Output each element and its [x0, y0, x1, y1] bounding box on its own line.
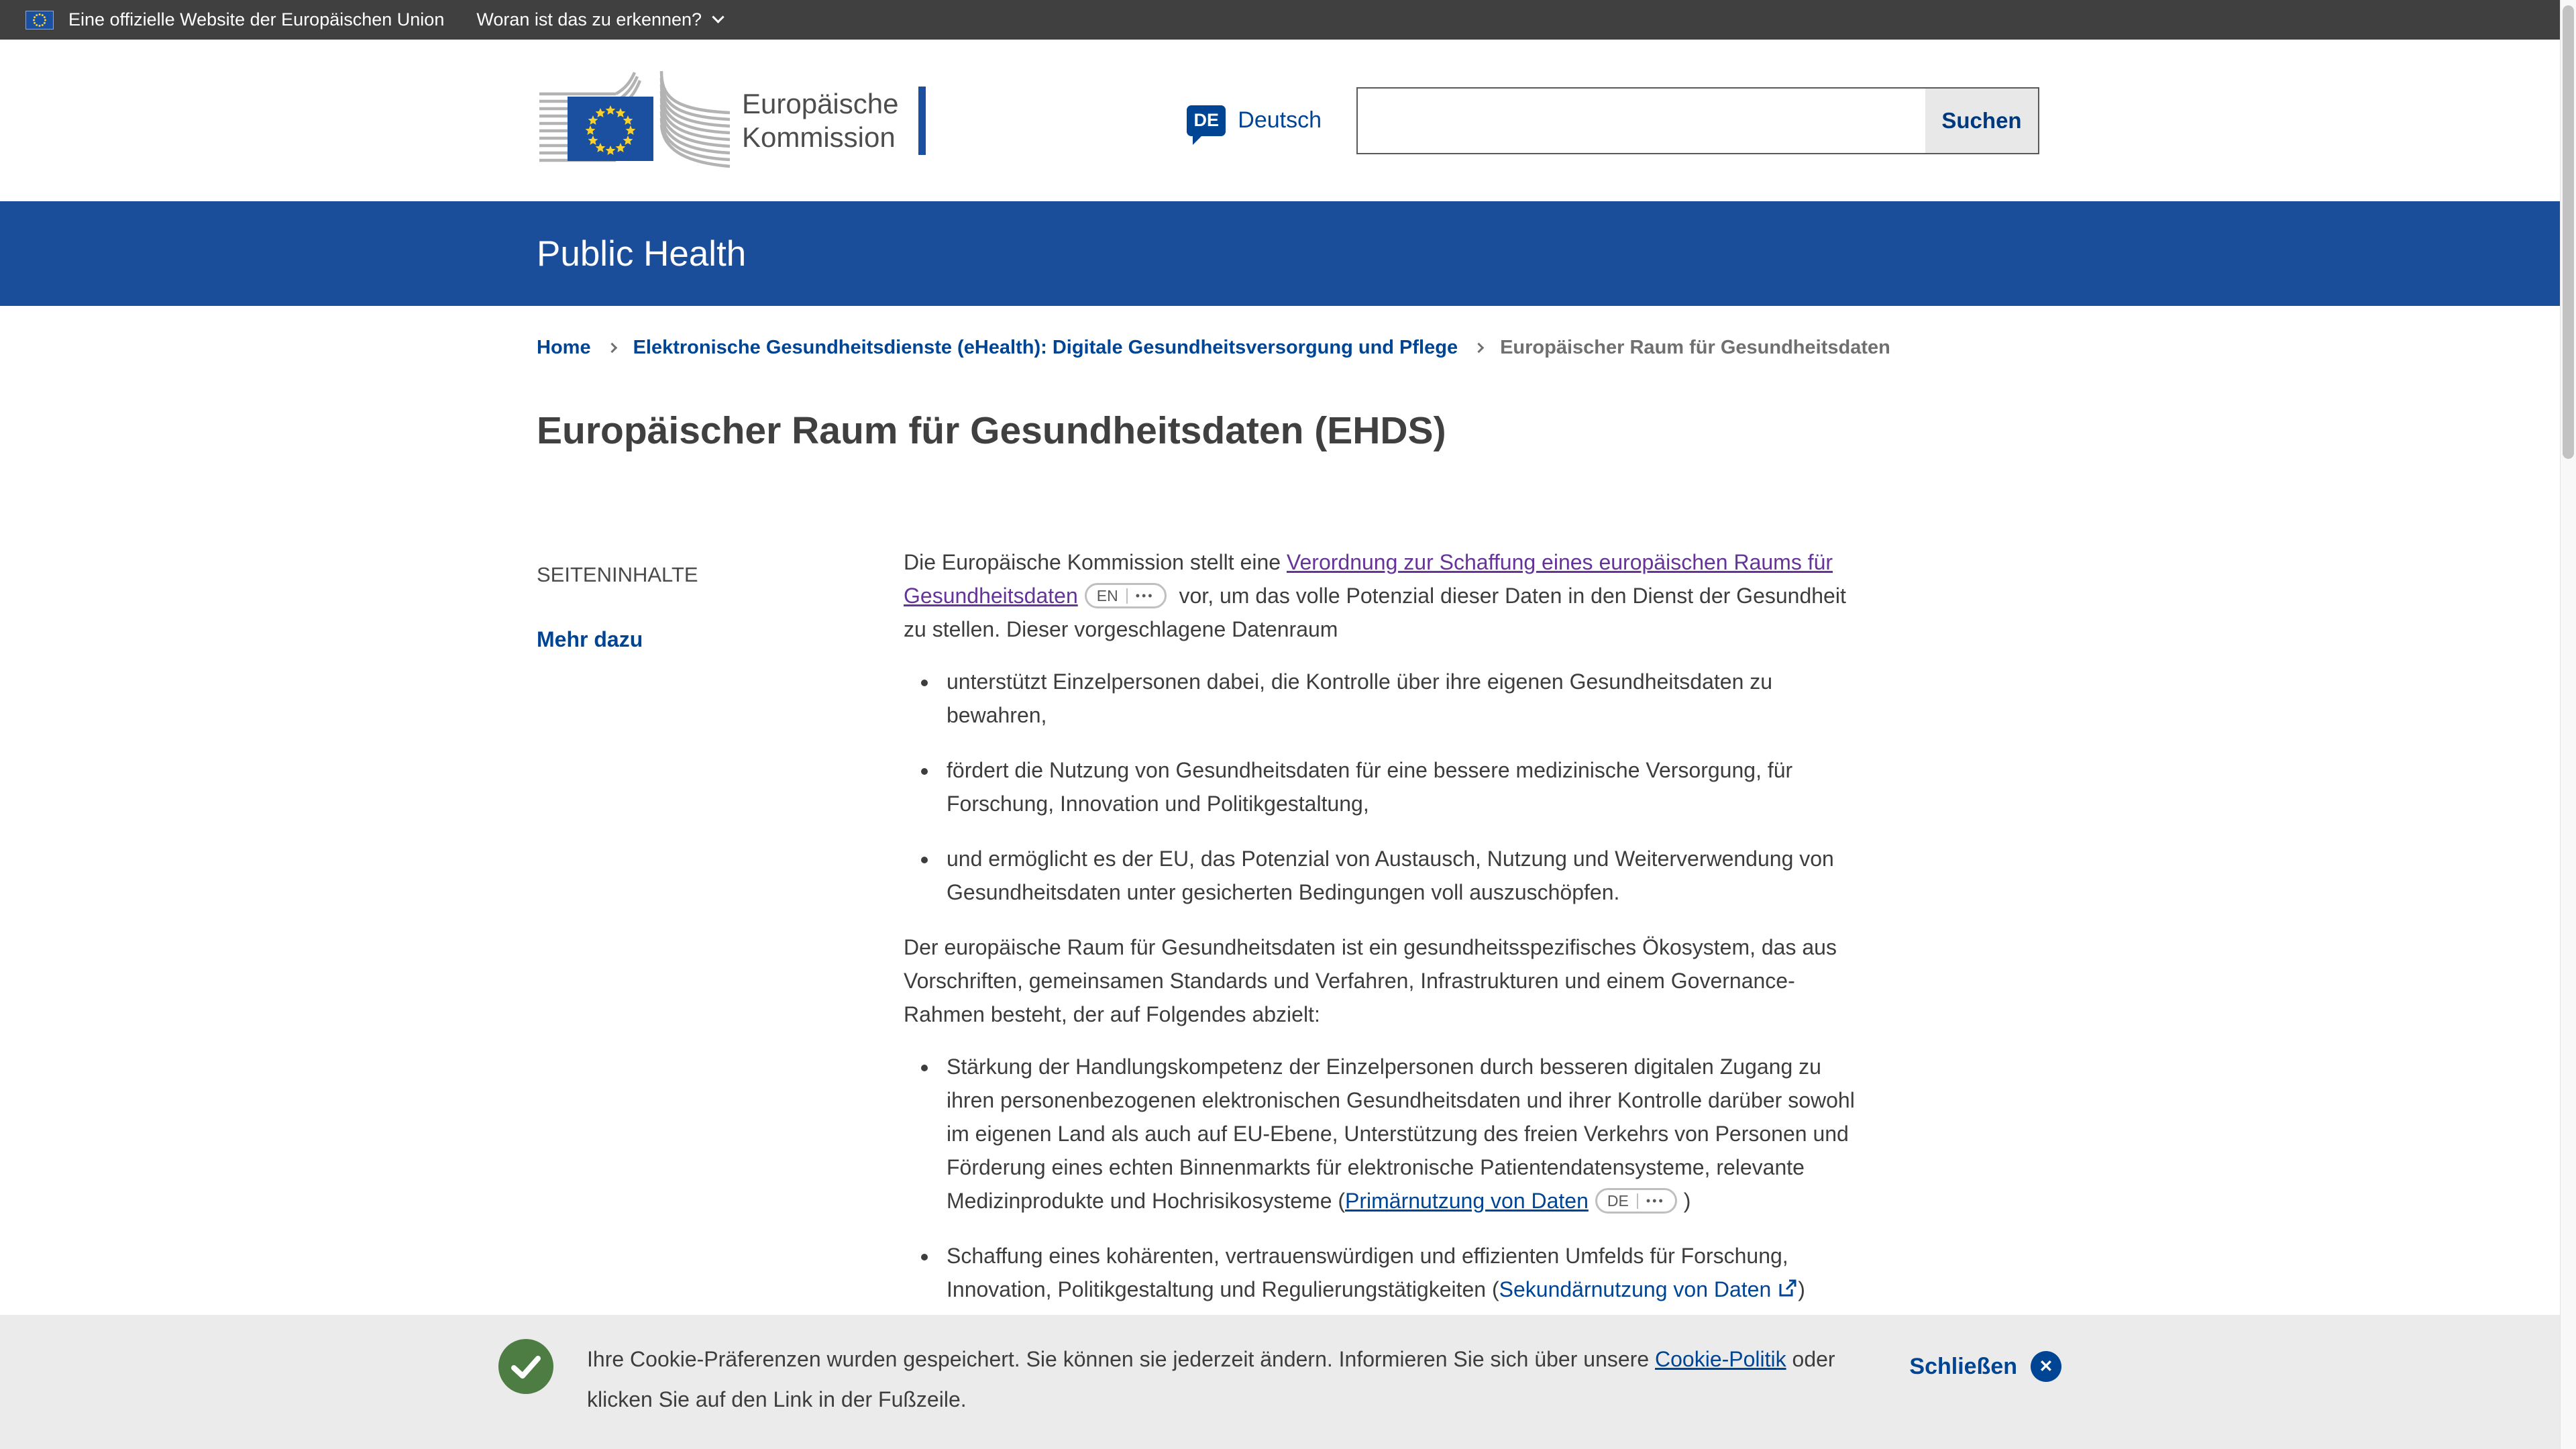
primary-use-link[interactable]: Primärnutzung von Daten [1345, 1189, 1589, 1213]
site-header [0, 40, 2576, 201]
cookie-policy-link[interactable]: Cookie-Politik [1655, 1347, 1786, 1371]
ec-logo-blue-bar [918, 87, 926, 155]
article-content [904, 545, 1865, 1329]
government-bar [0, 0, 2576, 40]
scrollbar-thumb[interactable] [2563, 5, 2574, 459]
external-link-icon [1778, 1274, 1798, 1307]
list-item [938, 1050, 1865, 1218]
chevron-right-icon [1474, 343, 1485, 354]
ec-logo-mark [537, 68, 731, 172]
ec-logo[interactable] [537, 68, 926, 172]
close-icon: ✕ [2031, 1351, 2061, 1382]
main-area [537, 545, 2039, 1329]
cookie-message [587, 1339, 1848, 1419]
goals-list [904, 1050, 1865, 1307]
cookie-message-text: Ihre Cookie-Präferenzen wurden gespeichert. Sie können sie jederzeit ändern. Informieren Sie sich über unsere [587, 1347, 1655, 1371]
list-item: • unterstützt Einzelpersonen dabei, die Kontrolle über ihre eigenen Gesundheitsdaten zu bewahren, [938, 665, 1865, 732]
breadcrumb-ehealth[interactable]: Elektronische Gesundheitsdienste (eHealth): Digitale Gesundheitsversorgung und Pflege [633, 337, 1458, 358]
cookie-close-label: Schließen [1909, 1353, 2017, 1379]
sidebar-heading: SEITENINHALTE [537, 563, 698, 586]
more-languages-icon: ••• [1135, 589, 1155, 602]
chevron-down-icon [712, 11, 724, 23]
list-item: • und ermöglicht es der EU, das Potenzial von Austausch, Nutzung und Weiterverwendung von Gesundheitsdaten unter gesicherten Bedingungen voll auszuschöpfen. [938, 842, 1865, 909]
badge-divider [1126, 588, 1128, 604]
sidebar-item-mehr-dazu[interactable]: Mehr dazu [537, 627, 643, 651]
regulation-link[interactable]: Verordnung zur Schaffung eines europäischen Raums für Gesundheitsdaten [904, 550, 1833, 608]
intro-paragraph [904, 545, 1865, 646]
badge-divider [1637, 1193, 1638, 1209]
secondary-use-link[interactable] [1499, 1277, 1799, 1301]
badge-language-code: EN [1096, 587, 1118, 604]
breadcrumb-home[interactable]: Home [537, 337, 591, 358]
goal-text-after: ) [1683, 1189, 1691, 1213]
site-title: Public Health [537, 233, 747, 274]
ec-logo-text: Europäische Kommission [742, 87, 899, 153]
page-scrollbar[interactable] [2560, 0, 2576, 1449]
language-selector[interactable] [1187, 105, 1322, 136]
language-availability-badge[interactable] [1085, 583, 1167, 608]
official-site-label: Eine offizielle Website der Europäischen Union [68, 9, 445, 30]
how-to-recognize-toggle[interactable] [476, 9, 722, 30]
page-title: Europäischer Raum für Gesundheitsdaten (EHDS) [537, 409, 1446, 452]
language-label: Deutsch [1238, 107, 1322, 133]
goal-text-after: ) [1798, 1277, 1805, 1301]
search-form [1356, 87, 2039, 154]
breadcrumb [537, 337, 2039, 359]
breadcrumb-current: Europäischer Raum für Gesundheitsdaten [1500, 337, 1890, 358]
list-item: • fördert die Nutzung von Gesundheitsdaten für eine bessere medizinische Versorgung, für Forschung, Innovation und Politikgestaltung, [938, 753, 1865, 820]
how-to-recognize-label: Woran ist das zu erkennen? [476, 9, 702, 30]
chevron-right-icon [606, 343, 617, 354]
intro-text: Die Europäische Kommission stellt eine [904, 550, 1287, 574]
eu-flag-icon [25, 11, 54, 30]
list-item [938, 1239, 1865, 1307]
intro-text-after: vor, um das volle Potenzial dieser Daten in den Dienst der Gesundheit zu stellen. Dieser vorgeschlagene Datenraum [904, 584, 1846, 641]
search-button[interactable]: Suchen [1923, 89, 2038, 153]
sidebar [537, 545, 904, 1329]
ecosystem-paragraph: Der europäische Raum für Gesundheitsdaten ist ein gesundheitsspezifisches Ökosystem, das aus Vorschriften, gemeinsamen Standards und Verfahren, Infrastrukturen und einem Governance-Rahmen besteht, der auf Folgendes abzielt: [904, 935, 1837, 1026]
cookie-message-text-after: oder klicken Sie auf den Link in der Fußzeile. [587, 1347, 1835, 1411]
cookie-notification [0, 1315, 2560, 1449]
cookie-close-button[interactable] [1909, 1339, 2061, 1394]
language-bubble-icon: DE [1187, 105, 1226, 136]
badge-language-code: DE [1607, 1192, 1629, 1210]
goal-text: Schaffung eines kohärenten, vertrauenswürdigen und effizienten Umfelds für Forschung, Innovation, Politikgestaltung und Regulierungstätigkeiten ( [947, 1244, 1788, 1301]
secondary-use-link-label: Sekundärnutzung von Daten [1499, 1277, 1772, 1301]
success-check-icon [498, 1339, 553, 1394]
benefits-list [904, 665, 1865, 909]
more-languages-icon: ••• [1646, 1194, 1665, 1208]
language-availability-badge[interactable] [1595, 1188, 1677, 1214]
search-input[interactable] [1358, 89, 1923, 153]
site-banner [0, 201, 2576, 306]
goal-text: Stärkung der Handlungskompetenz der Einzelpersonen durch besseren digitalen Zugang zu ihren personenbezogenen elektronischen Gesundheitsdaten und ihrer Kontrolle darüber sowohl im eigenen Land als auch auf EU-Ebene, Unterstützung des freien Verkehrs von Personen und Förderung eines echten Binnenmarkts für elektronische Patientendatensysteme, relevante Medizinprodukte und Hochrisikosysteme ( [947, 1055, 1855, 1213]
